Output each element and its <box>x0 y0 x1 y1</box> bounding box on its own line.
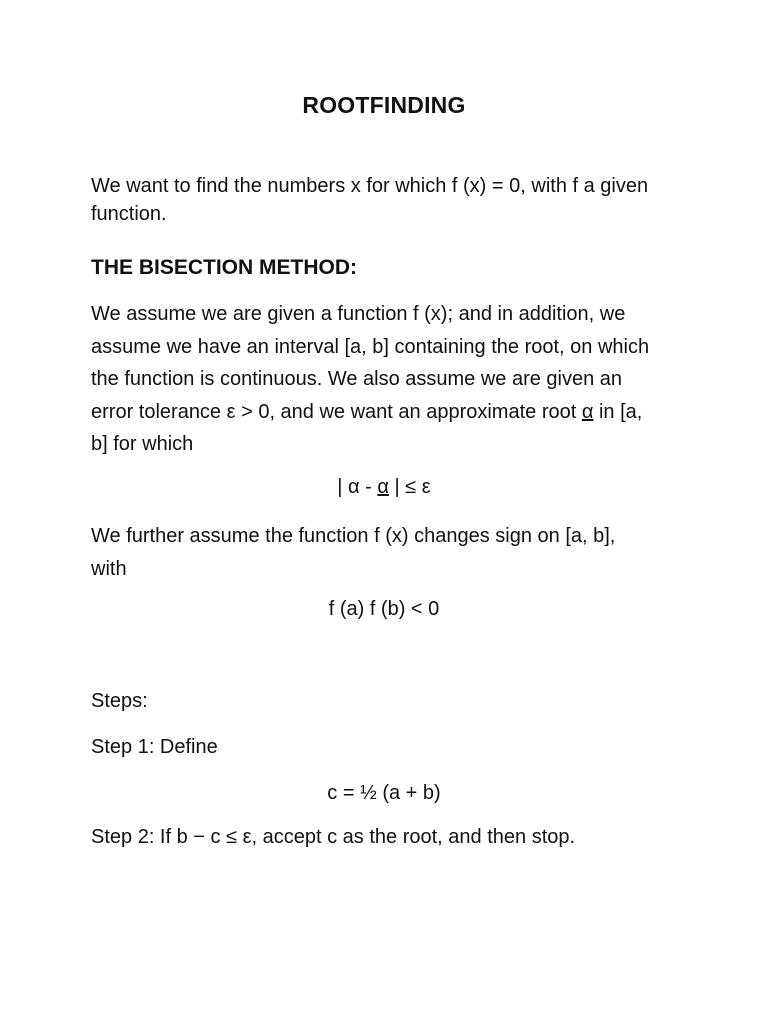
formula-part: | ≤ ε <box>388 476 431 498</box>
sign-change-line: with <box>91 557 127 580</box>
sign-change-paragraph <box>91 520 691 585</box>
alpha-approx-symbol: α <box>377 476 389 498</box>
step-2: Step 2: If b − c ≤ ε, accept c as the root, and then stop. <box>91 826 576 848</box>
bisection-line <box>91 396 691 429</box>
bisection-line-text: in [a, <box>593 400 643 423</box>
intro-line: We want to find the numbers x for which f (x) = 0, with f a given <box>91 175 649 197</box>
bisection-paragraph <box>91 298 691 461</box>
step-1: Step 1: Define <box>91 736 218 758</box>
intro-paragraph <box>91 172 691 228</box>
alpha-approx-symbol: α <box>581 400 594 423</box>
midpoint-formula: c = ½ (a + b) <box>327 782 441 804</box>
section-heading: THE BISECTION METHOD: <box>91 256 357 279</box>
bisection-line: b] for which <box>91 433 194 455</box>
bisection-line: the function is continuous. We also assume we are given an <box>91 368 623 390</box>
sign-change-line: We further assume the function f (x) changes sign on [a, b], <box>91 525 616 547</box>
sign-change-formula: f (a) f (b) < 0 <box>328 598 440 620</box>
page-title: ROOTFINDING <box>302 92 466 118</box>
formula-part: | α - <box>337 476 378 498</box>
bisection-line: We assume we are given a function f (x); and in addition, we <box>91 303 626 325</box>
bisection-line-text: error tolerance ε > 0, and we want an approximate root <box>91 400 582 423</box>
steps-label: Steps: <box>91 690 148 712</box>
intro-line: function. <box>91 203 167 225</box>
bisection-line: assume we have an interval [a, b] containing the root, on which <box>91 335 650 358</box>
error-bound-formula <box>0 476 768 499</box>
